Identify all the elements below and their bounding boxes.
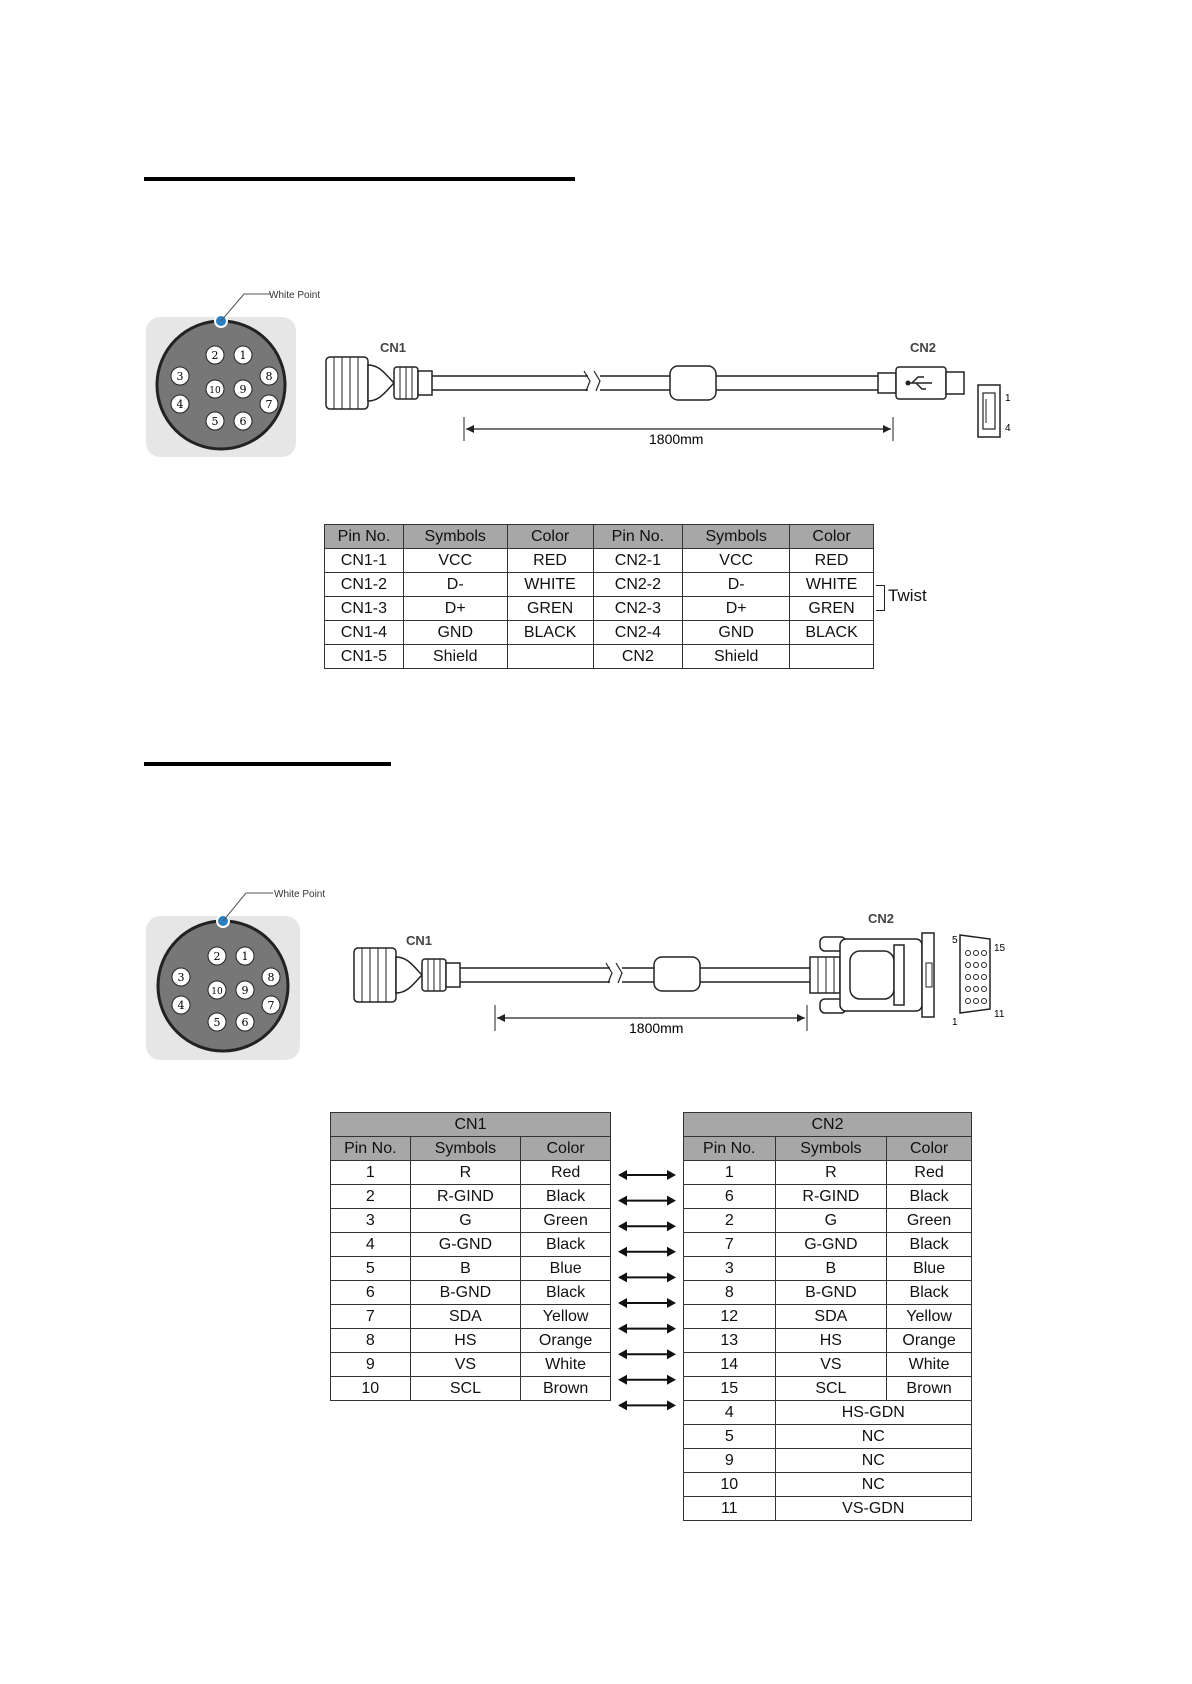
table-cell: Red [521,1161,611,1185]
table-row [331,1161,611,1185]
bidirectional-arrow-icon [618,1196,676,1206]
usb-pinout-table [324,524,874,669]
bidirectional-arrow-icon [618,1324,676,1334]
table-cell: Red [887,1161,972,1185]
section1-heading-rule [144,177,575,181]
table-cell: Yellow [887,1305,972,1329]
table-cell: NC [775,1425,971,1449]
table-row [684,1281,972,1305]
pin-number: 7 [265,398,273,411]
table-header-row [684,1137,972,1161]
table-cell: Blue [521,1257,611,1281]
table-title-row [684,1113,972,1137]
table-cell: R-GIND [410,1185,521,1209]
table-cell: Black [521,1281,611,1305]
header-cell: Symbols [683,525,790,549]
table-row: CN1-1 VCC RED CN2-1 VCC RED [325,549,874,573]
pin-number: 2 [211,349,219,362]
pin-number: 7 [267,999,275,1012]
ferrite-core-icon [670,366,716,400]
pin-number: 1 [239,349,247,362]
table-cell: Black [887,1233,972,1257]
header-cell: Color [887,1137,972,1161]
cn2-label: CN2 [910,340,937,355]
cn1-label: CN1 [380,340,407,355]
dsub-pin-5-label: 5 [952,935,958,946]
bidirectional-arrow-icon [618,1400,676,1410]
bidirectional-arrow-icon [618,1272,676,1282]
table-cell: B [775,1257,887,1281]
table-cell: 8 [331,1329,411,1353]
header-cell: Symbols [410,1137,521,1161]
cn2-dsub-plug-icon [810,933,934,1017]
pin-number: 4 [177,999,185,1012]
table-cell: VS-GDN [775,1497,971,1521]
twist-bracket [876,585,885,611]
table-cell: 15 [684,1377,776,1401]
header-cell: Symbols [775,1137,887,1161]
table-cell: HS [775,1329,887,1353]
table-header-row [331,1137,611,1161]
pin-number: 4 [176,398,184,411]
table-cell: R [775,1161,887,1185]
table-row [684,1473,972,1497]
table-row [684,1353,972,1377]
table-cell: Black [887,1281,972,1305]
table-cell: 8 [684,1281,776,1305]
pin-number: 5 [213,1016,221,1029]
bidirectional-arrow-icon [618,1170,676,1180]
cable-break-icon [606,963,622,983]
section2-heading-rule [144,762,391,766]
dsub-pin-15-label: 15 [994,943,1006,954]
table-row [684,1305,972,1329]
table-cell: 3 [331,1209,411,1233]
table-cell: HS-GDN [775,1401,971,1425]
table-row [331,1305,611,1329]
header-cell: Pin No. [331,1137,411,1161]
pin-number: 10 [211,987,223,997]
table-cell: SDA [775,1305,887,1329]
pin-number: 2 [213,950,221,963]
table-row [684,1329,972,1353]
bidirectional-arrow-icon [618,1247,676,1257]
table-row [331,1209,611,1233]
pin-number: 5 [211,415,219,428]
bidirectional-arrow-icon [618,1375,676,1385]
cn1-label: CN1 [406,933,433,948]
table-row [331,1329,611,1353]
bidirectional-arrow-icon [618,1349,676,1359]
table-cell: NC [775,1473,971,1497]
dsub-pin-11-label: 11 [994,1009,1005,1020]
cn1-plug-icon [326,357,432,409]
table-cell: 10 [684,1473,776,1497]
header-cell: Color [507,525,593,549]
table-cell: 6 [684,1185,776,1209]
table-cell: B-GND [775,1281,887,1305]
table-cell: 11 [684,1497,776,1521]
pin-number: 8 [265,370,273,383]
table-cell: Black [521,1233,611,1257]
ferrite-core-icon [654,957,700,991]
table-cell: HS [410,1329,521,1353]
table-cell: SCL [410,1377,521,1401]
table-cell: 10 [331,1377,411,1401]
cable-length-label: 1800mm [629,1020,684,1036]
table-cell: VS [775,1353,887,1377]
table-cell: Green [887,1209,972,1233]
table-cell: 1 [331,1161,411,1185]
table-row [684,1257,972,1281]
header-cell: Color [790,525,874,549]
table-row [331,1281,611,1305]
table-row [684,1449,972,1473]
table-cell: NC [775,1449,971,1473]
bidirectional-arrow-icon [618,1221,676,1231]
table-cell: 4 [684,1401,776,1425]
usb-pin-4-label: 4 [1005,423,1011,434]
table-row: CN1-5 Shield CN2 Shield [325,645,874,669]
cable-break-icon [584,371,600,391]
white-point-label: White Point [274,889,326,900]
cable-length-label: 1800mm [649,431,704,447]
vga-cable-drawing [340,905,1020,1045]
table-cell: Black [887,1185,972,1209]
header-cell: Symbols [403,525,507,549]
table-row [684,1377,972,1401]
pin-number: 6 [241,1016,249,1029]
pin-number: 1 [241,950,249,963]
dsub-face-icon [960,935,990,1013]
table-row [331,1377,611,1401]
table-row [331,1185,611,1209]
usb-cable-drawing [320,335,1020,460]
table-cell: 6 [331,1281,411,1305]
vga-cn1-connector-face [144,882,354,1062]
cn2-usb-plug-icon [878,367,964,399]
pin-number: 9 [239,383,247,396]
table-cell: White [887,1353,972,1377]
table-cell: Brown [887,1377,972,1401]
cn1-plug-icon [354,948,460,1002]
table-row [684,1185,972,1209]
table-cell: 13 [684,1329,776,1353]
table-cell: R-GIND [775,1185,887,1209]
table-cell: 9 [331,1353,411,1377]
table-cell: 9 [684,1449,776,1473]
vga-cn2-table [683,1112,972,1521]
pin-number: 3 [176,370,184,383]
table-cell: G-GND [410,1233,521,1257]
pin-number: 9 [241,984,249,997]
mapping-arrows [612,1163,682,1419]
table-cell: 3 [684,1257,776,1281]
table-cell: SCL [775,1377,887,1401]
table-cell: VS [410,1353,521,1377]
pin-number: 3 [177,971,185,984]
table-cell: Yellow [521,1305,611,1329]
header-cell: Pin No. [684,1137,776,1161]
table-cell: G-GND [775,1233,887,1257]
table-title-row [331,1113,611,1137]
bidirectional-arrow-icon [618,1298,676,1308]
cn2-label: CN2 [868,911,895,926]
table-cell: G [775,1209,887,1233]
table-row [684,1497,972,1521]
pin-number: 6 [239,415,247,428]
usb-pin-1-label: 1 [1005,393,1011,404]
header-cell: Pin No. [593,525,683,549]
table-cell: R [410,1161,521,1185]
table-cell: 2 [331,1185,411,1209]
table-title: CN2 [684,1113,972,1137]
twist-label: Twist [888,586,927,605]
table-cell: Orange [887,1329,972,1353]
pin-number: 8 [267,971,275,984]
table-header-row [325,525,874,549]
table-row: CN1-2 D- WHITE CN2-2 D- WHITE [325,573,874,597]
table-cell: 12 [684,1305,776,1329]
pin-number: 10 [209,386,221,396]
table-cell: SDA [410,1305,521,1329]
white-point-leader [221,294,271,321]
usb-receptacle-icon [978,385,1000,437]
table-row [684,1233,972,1257]
table-cell: 7 [684,1233,776,1257]
table-cell: 14 [684,1353,776,1377]
table-row [331,1257,611,1281]
table-cell: Brown [521,1377,611,1401]
table-cell: White [521,1353,611,1377]
table-row [684,1161,972,1185]
table-row: CN1-4 GND BLACK CN2-4 GND BLACK [325,621,874,645]
table-cell: Black [521,1185,611,1209]
table-cell: 1 [684,1161,776,1185]
table-cell: Green [521,1209,611,1233]
table-row [684,1425,972,1449]
table-cell: Orange [521,1329,611,1353]
table-row [684,1209,972,1233]
table-cell: 5 [684,1425,776,1449]
table-row: CN1-3 D+ GREN CN2-3 D+ GREN [325,597,874,621]
header-cell: Pin No. [325,525,404,549]
table-cell: B [410,1257,521,1281]
table-cell: 5 [331,1257,411,1281]
table-row [684,1401,972,1425]
table-cell: Blue [887,1257,972,1281]
table-row [331,1353,611,1377]
table-row [331,1233,611,1257]
table-cell: G [410,1209,521,1233]
white-point-label: White Point [269,290,321,301]
table-cell: 7 [331,1305,411,1329]
table-cell: B-GND [410,1281,521,1305]
header-cell: Color [521,1137,611,1161]
table-title: CN1 [331,1113,611,1137]
dsub-pin-1-label: 1 [952,1017,958,1028]
vga-cn1-table [330,1112,611,1401]
table-cell: 2 [684,1209,776,1233]
table-cell: 4 [331,1233,411,1257]
